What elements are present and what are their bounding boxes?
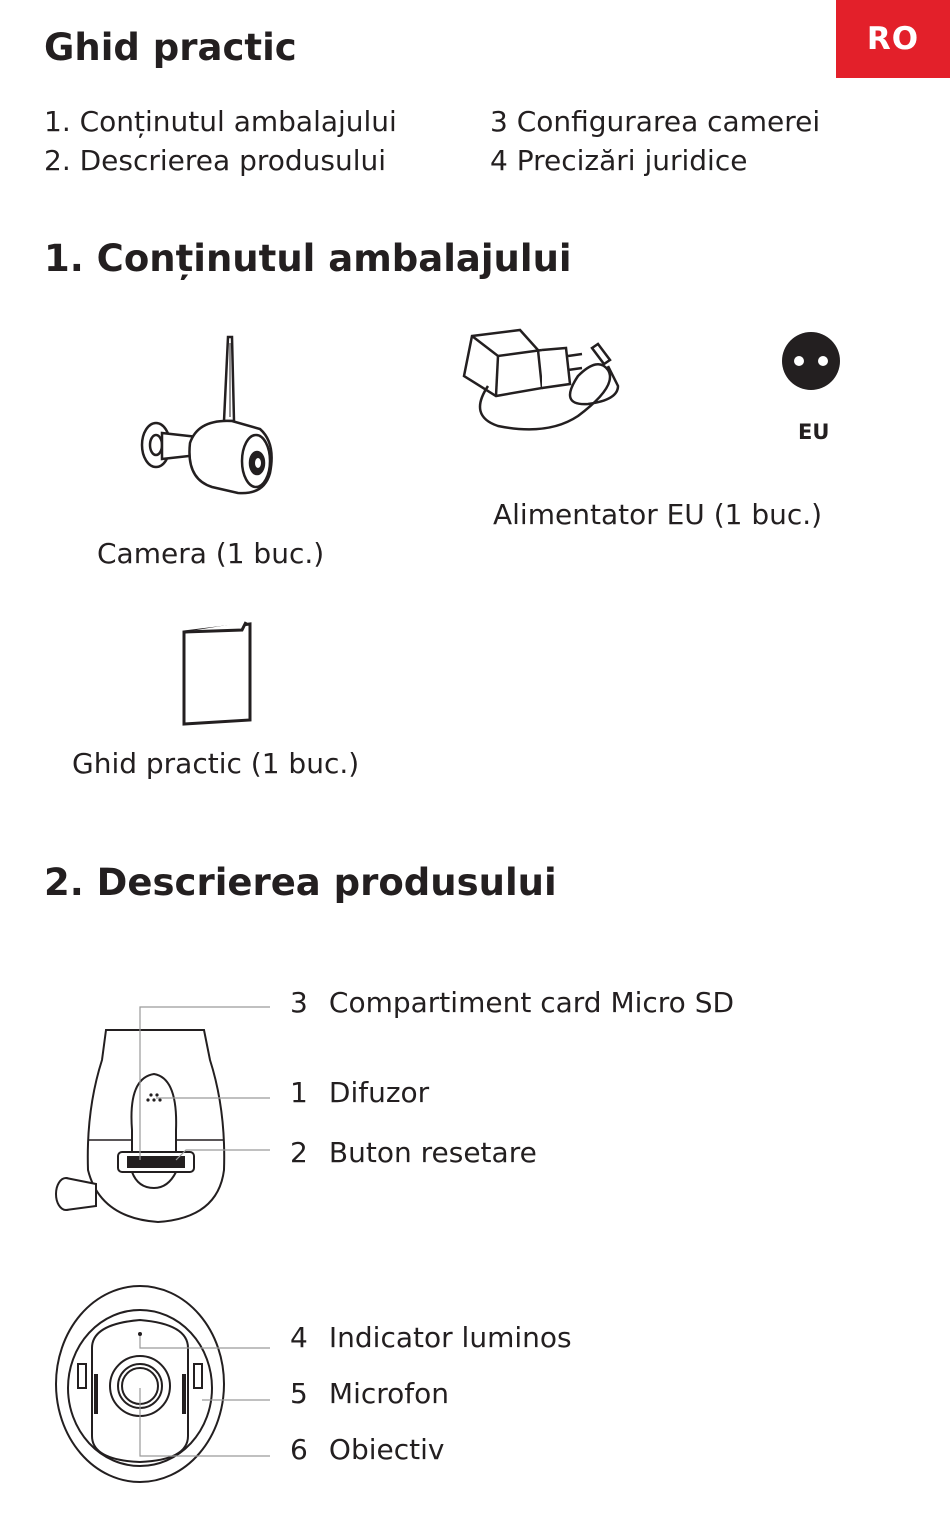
callout-label: Compartiment card Micro SD (328, 986, 735, 1019)
section-heading-package-contents: 1. Conținutul ambalajului (44, 237, 572, 280)
callout-label: Obiectiv (328, 1433, 445, 1466)
camera-back-view-diagram (48, 1000, 288, 1230)
toc-item-3: 3 Configurarea camerei (490, 105, 821, 138)
callout-label: Difuzor (328, 1076, 430, 1109)
camera-icon (128, 333, 278, 503)
booklet-icon (180, 620, 256, 728)
power-adapter-caption: Alimentator EU (1 buc.) (493, 498, 823, 531)
callout-number: 5 (290, 1377, 308, 1410)
toc-item-2: 2. Descrierea produsului (44, 144, 387, 177)
toc-item-4: 4 Precizări juridice (490, 144, 748, 177)
callout-number: 2 (290, 1136, 308, 1169)
camera-front-view-diagram (52, 1284, 292, 1484)
toc-item-1: 1. Conținutul ambalajului (44, 105, 397, 138)
callout-lens (290, 1433, 444, 1466)
callout-label: Indicator luminos (328, 1321, 572, 1354)
callout-sd-card (290, 986, 734, 1019)
power-adapter-icon (458, 326, 628, 436)
callout-indicator-light (290, 1321, 572, 1354)
callout-label: Buton resetare (328, 1136, 537, 1169)
callout-number: 4 (290, 1321, 308, 1354)
callout-number: 1 (290, 1076, 308, 1109)
callout-label: Microfon (328, 1377, 449, 1410)
callout-reset-button (290, 1136, 537, 1169)
callout-number: 6 (290, 1433, 308, 1466)
callout-microphone (290, 1377, 449, 1410)
camera-caption: Camera (1 buc.) (97, 537, 325, 570)
eu-plug-icon (781, 331, 841, 391)
language-badge: RO (836, 0, 950, 78)
callout-speaker (290, 1076, 429, 1109)
page-title: Ghid practic (44, 26, 297, 69)
section-heading-product-description: 2. Descrierea produsului (44, 861, 557, 904)
callout-number: 3 (290, 986, 308, 1019)
eu-plug-label: EU (798, 420, 830, 444)
booklet-caption: Ghid practic (1 buc.) (72, 747, 360, 780)
